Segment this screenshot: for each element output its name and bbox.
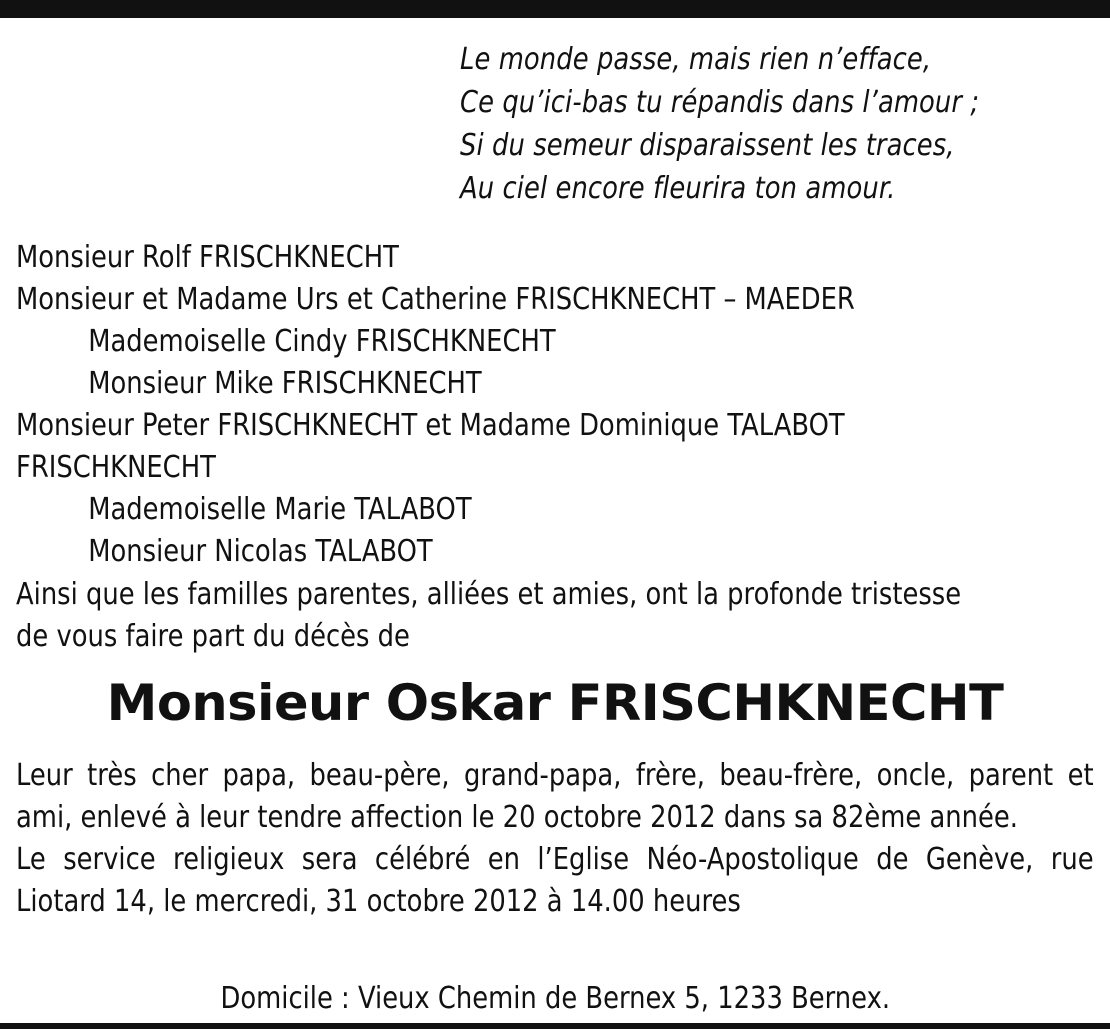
intro-line: Ainsi que les familles parentes, alliées et amies, ont la profonde tristesse [16,577,962,612]
tribute-paragraph: Leur très cher papa, beau-père, grand-papa, frère, beau-frère, oncle, parent et ami, enlevé à leur tendre affection le 20 octobre 2012 dans sa 82ème année. [16,758,1094,835]
family-member-child: Mademoiselle Marie TALABOT [88,492,472,527]
deceased-name: Monsieur Oskar FRISCHKNECHT [106,674,1004,732]
family-member: Monsieur Rolf FRISCHKNECHT [16,240,399,275]
poem-line: Ce qu’ici-bas tu répandis dans l’amour ; [460,85,980,120]
family-member: Monsieur Peter FRISCHKNECHT et Madame Dominique TALABOT [16,408,845,443]
family-member-child: Mademoiselle Cindy FRISCHKNECHT [88,324,556,359]
family-list [16,237,953,573]
service-paragraph: Le service religieux sera célébré en l’Eglise Néo-Apostolique de Genève, rue Liotard 14, le mercredi, 31 octobre 2012 à 14.00 heures [16,842,1094,919]
announcement-intro [16,574,962,658]
family-member: Monsieur et Madame Urs et Catherine FRISCHKNECHT – MAEDER [16,282,855,317]
domicile-address [0,978,1110,1020]
poem-line: Le monde passe, mais rien n’efface, [460,42,932,77]
top-border-rule [0,0,1110,18]
domicile-text: Domicile : Vieux Chemin de Bernex 5, 1233 Bernex. [220,981,890,1016]
intro-line: de vous faire part du décès de [16,619,410,654]
bottom-border-rule [0,1023,1110,1029]
announcement-body [16,755,1094,923]
family-member-child: Monsieur Nicolas TALABOT [88,534,433,569]
family-member-child: Monsieur Mike FRISCHKNECHT [88,366,482,401]
family-member-continued: FRISCHKNECHT [16,450,216,485]
poem-line: Au ciel encore fleurira ton amour. [460,171,896,206]
poem-verse [460,38,1010,210]
poem-line: Si du semeur disparaissent les traces, [460,128,955,163]
